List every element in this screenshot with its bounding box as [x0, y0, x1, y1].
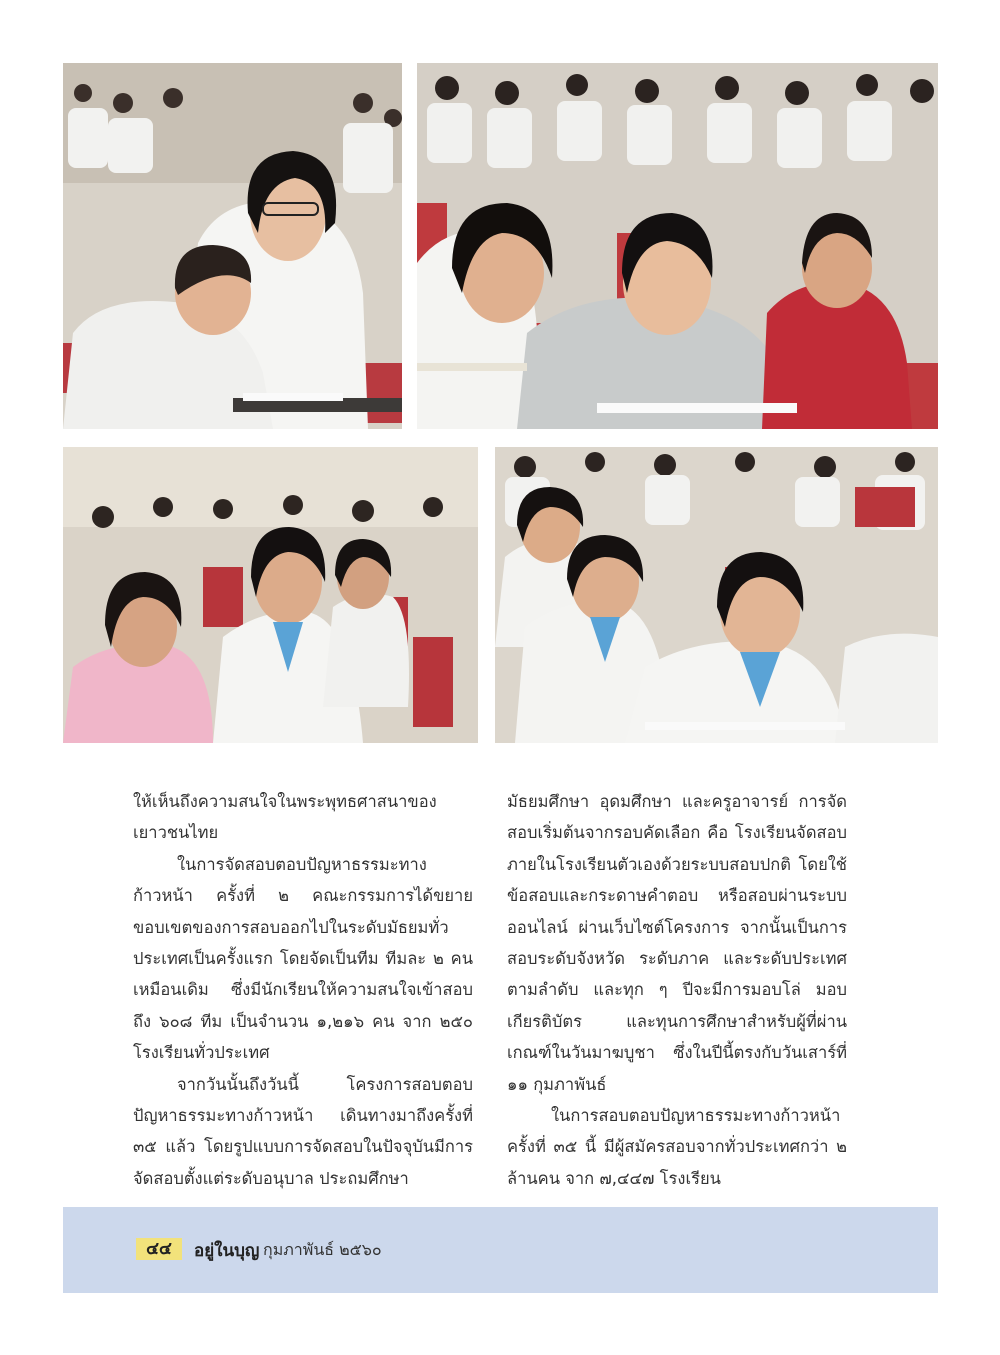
paragraph: มัธยมศึกษา อุดมศึกษา และครูอาจารย์ การจัดสอบเริ่มต้นจากรอบคัดเลือก คือ โรงเรียนจัดสอบภายในโรงเรียนตัวเองด้วยระบบสอบปกติ โดยใช้ข้อสอบและกระดาษคำตอบ หรือสอบผ่านระบบออนไลน์ ผ่านเว็บไซต์โครงการ จากนั้นเป็นการสอบระดับจังหวัด ระดับภาค และระดับประเทศตามลำดับ และทุก ๆ ปีจะมีการมอบโล่ มอบเกียรติบัตร และทุนการศึกษาสำหรับผู้ที่ผ่านเกณฑ์ในวันมาฆบูชา ซึ่งในปีนี้ตรงกับวันเสาร์ที่ ๑๑ กุมภาพันธ์ — [507, 792, 847, 1094]
issue-date: กุมภาพันธ์ ๒๕๖๐ — [263, 1240, 382, 1259]
paragraph: จากวันนั้นถึงวันนี้ โครงการสอบตอบปัญหาธรรมะทางก้าวหน้า เดินทางมาถึงครั้งที่ ๓๕ แล้ว โดยรูปแบบการจัดสอบในปัจจุบันมีการจัดสอบตั้งแต่ระดับอนุบาล ประถมศึกษา — [133, 1074, 473, 1188]
page-number: ๔๔ — [136, 1238, 182, 1260]
magazine-name: อยู่ในบุญ — [194, 1241, 260, 1261]
paragraph: ให้เห็นถึงความสนใจในพระพุทธศาสนาของเยาวชนไทย — [133, 792, 437, 843]
paragraph: ในการสอบตอบปัญหาธรรมะทางก้าวหน้า ครั้งที่ ๓๕ นี้ มีผู้สมัครสอบจากทั่วประเทศกว่า ๒ ล้านคน จาก ๗,๔๔๗ โรงเรียน — [507, 1106, 847, 1188]
paragraph: ในการจัดสอบตอบปัญหาธรรมะทางก้าวหน้า ครั้งที่ ๒ คณะกรรมการได้ขยายขอบเขตของการสอบออกไปในระดับมัธยมทั่วประเทศเป็นครั้งแรก โดยจัดเป็นทีม ทีมละ ๒ คนเหมือนเดิม ซึ่งมีนักเรียนให้ความสนใจเข้าสอบถึง ๖๐๘ ทีม เป็นจำนวน ๑,๒๑๖ คน จาก ๒๕๐ โรงเรียนทั่วประเทศ — [133, 854, 473, 1063]
photo-exam-hall — [63, 447, 478, 743]
page-footer — [63, 1207, 938, 1293]
article-column-left — [133, 786, 473, 1194]
article-column-right — [507, 786, 847, 1194]
photo-teacher-and-student — [63, 63, 402, 429]
photo-students-writing — [417, 63, 938, 429]
photo-girls-writing — [495, 447, 938, 743]
